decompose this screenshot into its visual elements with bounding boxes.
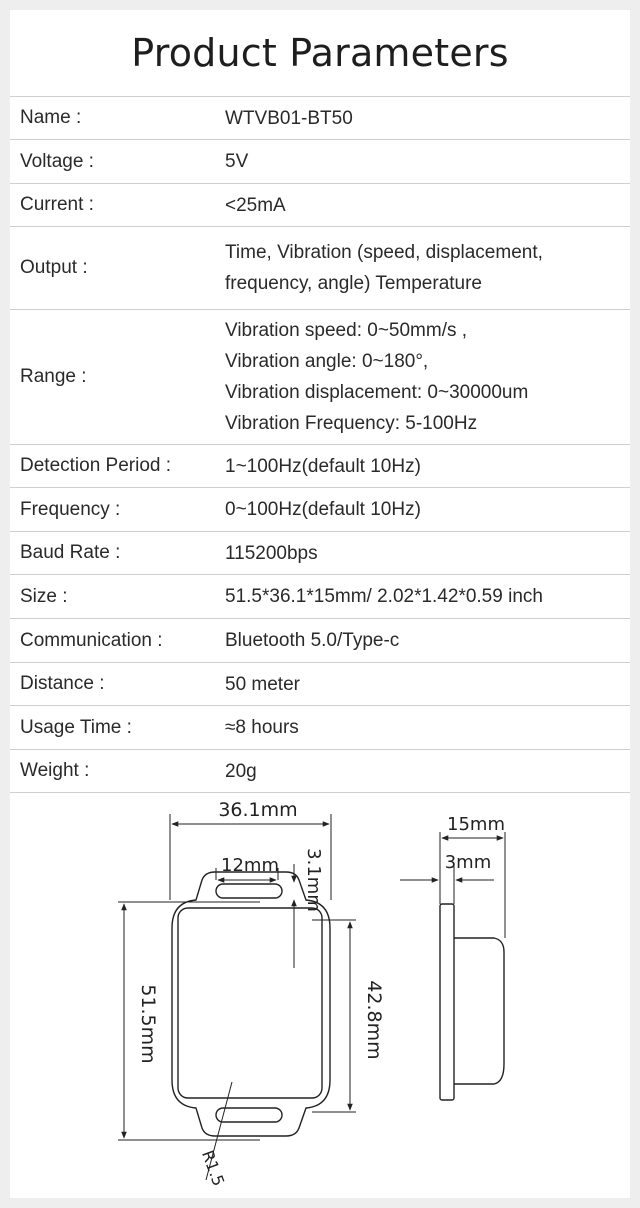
parameter-value bbox=[225, 625, 630, 656]
table-row bbox=[10, 139, 630, 183]
parameter-value bbox=[225, 190, 630, 221]
parameter-value-line: 51.5*36.1*15mm/ 2.02*1.42*0.59 inch bbox=[225, 586, 543, 607]
parameter-label: Current : bbox=[20, 194, 94, 215]
parameter-value-line: 115200bps bbox=[225, 542, 318, 564]
parameter-label: Communication : bbox=[20, 629, 163, 651]
parameter-value-line: WTVB01-BT50 bbox=[225, 107, 353, 129]
parameter-value bbox=[225, 669, 630, 700]
parameter-value bbox=[225, 712, 630, 743]
parameter-label: Range : bbox=[20, 366, 87, 387]
parameter-label: Detection Period : bbox=[20, 455, 172, 476]
parameter-value-line: Vibration speed: 0~50mm/s , bbox=[225, 320, 468, 341]
dim-body-length-label: 42.8mm bbox=[363, 980, 385, 1060]
parameter-label: Weight : bbox=[20, 760, 90, 781]
parameter-value bbox=[225, 237, 630, 299]
parameter-value-line: Vibration displacement: 0~30000um bbox=[225, 382, 529, 403]
table-row bbox=[10, 309, 630, 444]
parameter-label: Usage Time : bbox=[20, 716, 132, 738]
parameter-label: Distance : bbox=[20, 673, 105, 694]
parameter-value bbox=[225, 581, 630, 612]
title-bar bbox=[10, 10, 630, 96]
parameter-value bbox=[225, 146, 630, 177]
table-row bbox=[10, 226, 630, 309]
table-row bbox=[10, 618, 630, 662]
dim-slot-width-label: 3.1mm bbox=[303, 848, 324, 912]
parameter-value bbox=[225, 103, 630, 134]
parameter-table bbox=[10, 96, 630, 792]
parameter-value-line: <25mA bbox=[225, 194, 286, 216]
parameter-value-line: frequency, angle) Temperature bbox=[225, 273, 483, 294]
sensor-side-body bbox=[454, 938, 504, 1084]
parameter-value-line: 0~100Hz(default 10Hz) bbox=[225, 499, 421, 520]
table-row bbox=[10, 705, 630, 749]
sensor-front-inner bbox=[178, 908, 322, 1098]
parameter-value-line: Bluetooth 5.0/Type-c bbox=[225, 630, 400, 651]
parameter-value-line: Time, Vibration (speed, displacement, bbox=[225, 242, 543, 263]
page-title: Product Parameters bbox=[131, 31, 509, 75]
dim-total-length-label: 51.5mm bbox=[137, 984, 159, 1064]
parameter-value bbox=[225, 494, 630, 525]
parameter-value-line: 1~100Hz(default 10Hz) bbox=[225, 455, 421, 477]
parameter-label: Size : bbox=[20, 585, 68, 607]
mounting-slot-bottom bbox=[216, 1108, 282, 1122]
parameter-value-line: ≈8 hours bbox=[225, 717, 299, 738]
table-row bbox=[10, 183, 630, 226]
parameter-value-line: 5V bbox=[225, 151, 249, 172]
table-row bbox=[10, 574, 630, 618]
table-row bbox=[10, 444, 630, 487]
parameter-value bbox=[225, 538, 630, 569]
mounting-slot-top bbox=[216, 884, 282, 898]
dimension-diagram bbox=[0, 768, 640, 1208]
table-row bbox=[10, 662, 630, 705]
parameter-value-line: 20g bbox=[225, 760, 257, 782]
parameter-value bbox=[225, 315, 630, 439]
dim-base-thickness-label: 3mm bbox=[444, 852, 492, 873]
parameter-value-line: Vibration angle: 0~180°, bbox=[225, 351, 429, 372]
parameter-value-line: 50 meter bbox=[225, 673, 300, 695]
dim-slot-length-label: 12mm bbox=[221, 855, 279, 876]
parameter-value-line: Vibration Frequency: 5-100Hz bbox=[225, 413, 478, 434]
dim-depth-label: 15mm bbox=[447, 814, 505, 835]
parameter-value bbox=[225, 451, 630, 482]
dim-width-label: 36.1mm bbox=[218, 799, 298, 821]
table-row bbox=[10, 531, 630, 574]
sensor-side-base bbox=[440, 904, 454, 1100]
table-row bbox=[10, 96, 630, 139]
parameter-label: Output : bbox=[20, 257, 88, 278]
parameter-label: Baud Rate : bbox=[20, 542, 121, 563]
parameter-label: Frequency : bbox=[20, 498, 121, 520]
table-row bbox=[10, 487, 630, 531]
dim-radius-label: R1.5 bbox=[197, 1147, 229, 1189]
parameter-label: Name : bbox=[20, 107, 82, 128]
parameter-label: Voltage : bbox=[20, 150, 94, 172]
